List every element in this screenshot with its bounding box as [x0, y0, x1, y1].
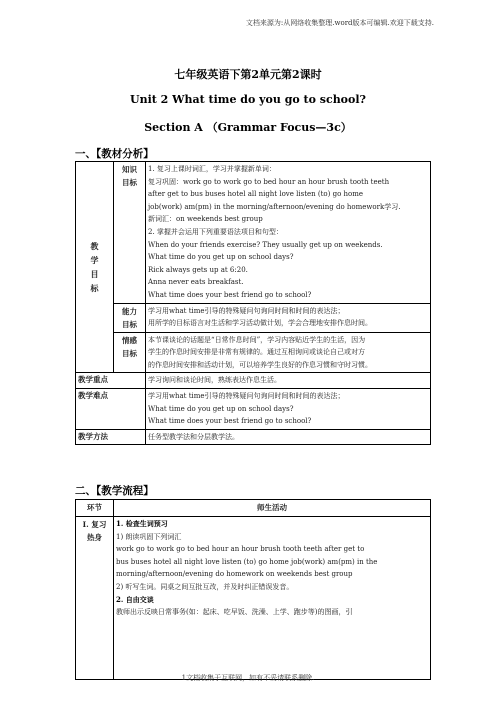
knowledge-line: 1. 复习上课时词汇，学习并掌握新单词： [148, 165, 276, 173]
section-heading-flow: 二、【教学流程】 [75, 485, 154, 497]
activity-line: 2. 自由交谈 [116, 594, 154, 604]
knowledge-label: 知识目标 [114, 162, 146, 304]
step1-activity [114, 517, 431, 680]
col-activity: 师生活动 [114, 500, 431, 517]
activity-line: 1) 朗读巩固下列词汇 [116, 532, 182, 541]
knowledge-line: 复习巩固：work go to work go to bed hour an hour brush tooth teeth [148, 177, 390, 186]
page-title: 七年级英语下第2单元第2课时 [174, 68, 322, 81]
ability-label: 能力目标 [114, 303, 146, 332]
knowledge-line: What time do you get up on school days? [148, 253, 294, 262]
flow-table [75, 499, 431, 680]
method-content: 任务型教学法和分层教学法。 [146, 429, 431, 445]
ability-content [146, 303, 431, 332]
ability-line: 用所学的目标语言对生活和学习活动做计划，学会合理地安排作息时间。 [148, 319, 372, 328]
activity-line: morning/afternoon/evening do homework on weekends best group [116, 570, 353, 579]
knowledge-line: When do your friends exercise? They usually get up on weekends. [148, 240, 383, 249]
activity-line: 1. 检查生词预习 [116, 519, 168, 528]
difficult-line: 学习用what time引导的特殊疑问句询问时间和时间的表达法； [148, 391, 345, 400]
activity-line: bus buses hotel all night love listen (to) go home job(work) am(pm) in the [116, 557, 378, 566]
emotion-line: 本节课谈论的话题是“日常作息时间”，学习内容贴近学生的生活，因为 [148, 335, 366, 344]
step1-label: I. 复习热身 [76, 517, 114, 680]
unit-title: Unit 2 What time do you go to school? [130, 93, 366, 106]
knowledge-line: job(work) am(pm) in the morning/afternoon/evening do homework学习. [148, 202, 401, 211]
goals-label: 教学目标 [76, 162, 114, 373]
knowledge-content [146, 162, 431, 304]
method-label: 教学方法 [76, 429, 146, 445]
knowledge-line: Anna never eats breakfast. [148, 278, 244, 287]
difficult-line: What time does your best friend go to school? [148, 417, 312, 426]
knowledge-line: after get to bus buses hotel all night love listen (to) go home [148, 190, 364, 199]
ability-line: 学习用what time引导的特殊疑问句询问时间和时间的表达法； [148, 306, 345, 315]
activity-line: 2) 听写生词。同桌之间互批互改，并及时纠正错误发音。 [116, 582, 294, 591]
difficult-line: What time do you get up on school days? [148, 404, 294, 413]
analysis-table [75, 161, 431, 445]
section-title: Section A （Grammar Focus—3c） [144, 121, 352, 134]
difficult-content [146, 388, 431, 429]
knowledge-line: 新词汇：on weekends best group [148, 215, 263, 224]
emotion-label: 情感目标 [114, 332, 146, 373]
footer-note: 1文档收集于互联网，如有不妥请联系删除. [181, 674, 315, 682]
activity-line: work go to work go to bed hour an hour brush tooth teeth after get to [116, 545, 365, 554]
header-note: 文档来源为:从网络收集整理.word版本可编辑.欢迎下载支持. [245, 19, 434, 27]
activity-line: 教师出示反映日常事务(如：起床、吃早饭、洗澡、上学、跑步等)的图画，引 [116, 608, 353, 617]
knowledge-line: 2. 掌握并会运用下列重要语法项目和句型： [148, 227, 283, 236]
key-label: 教学重点 [76, 373, 146, 389]
col-step: 环节 [76, 500, 114, 517]
knowledge-line: Rick always gets up at 6:20. [148, 265, 248, 274]
difficult-label: 教学难点 [76, 388, 146, 429]
section-heading-analysis: 一、【教材分析】 [75, 148, 154, 160]
knowledge-line: What time does your best friend go to school? [148, 290, 312, 299]
emotion-content [146, 332, 431, 373]
emotion-line: 的作息时间安排和活动计划，可以培养学生良好的作息习惯和守时习惯。 [148, 360, 372, 369]
emotion-line: 学生的作息时间安排是非常有规律的。通过互相询问或谈论自己或对方 [148, 348, 365, 357]
key-content: 学习询问和谈论时间，熟练表达作息生活。 [146, 373, 431, 389]
